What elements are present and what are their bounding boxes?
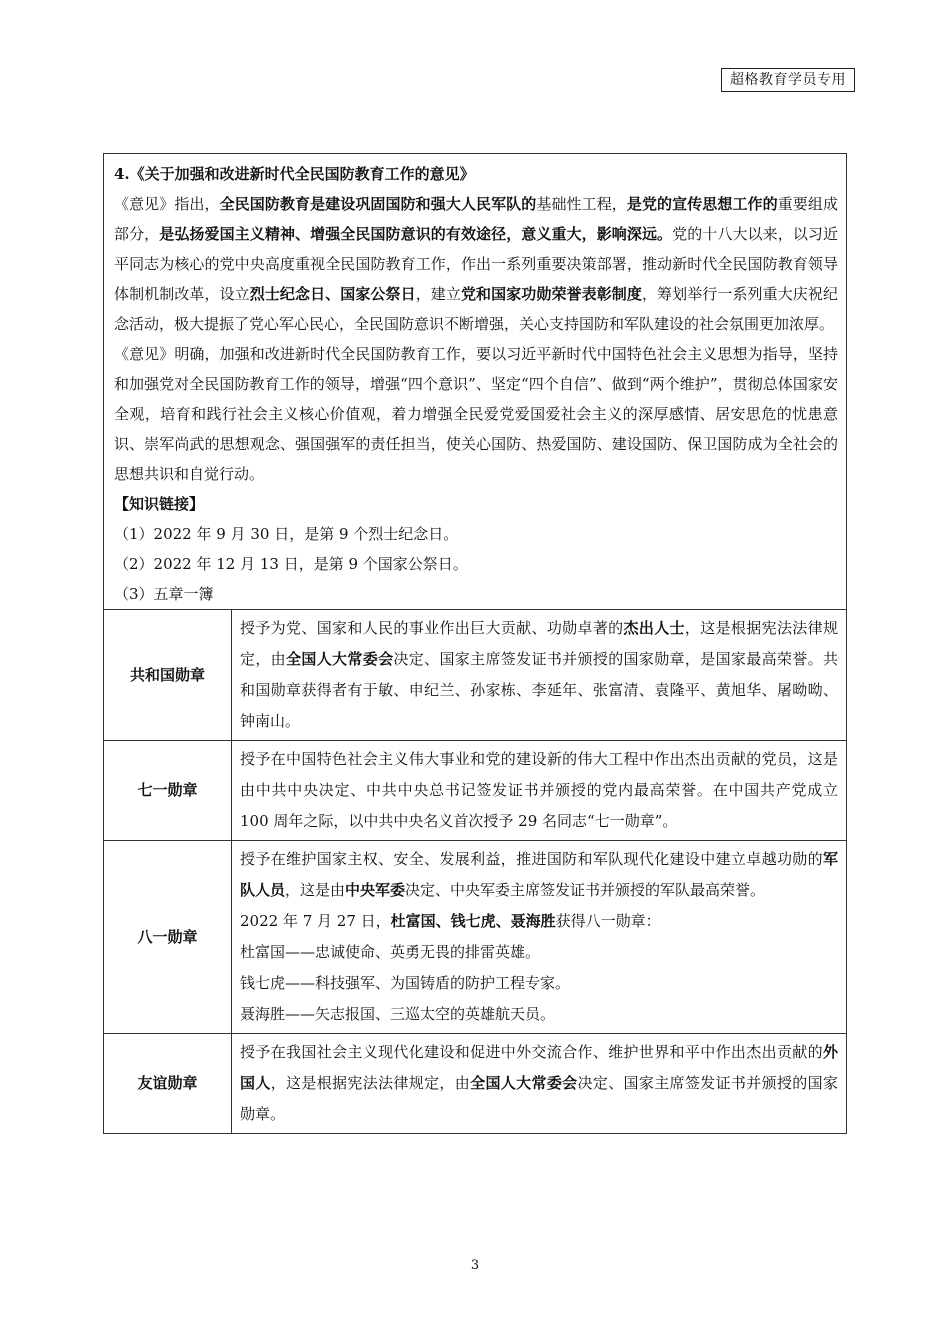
opinion-paragraph-2: 《意见》明确，加强和改进新时代全民国防教育工作，要以习近平新时代中国特色社会主义思想为指导，坚持和加强党对全民国防教育工作的领导，增强“四个意识”、坚定“四个自信”、做到“两个维护”，贯彻总体国家安全观，培育和践行社会主义核心价值观，着力增强全民爱党爱国爱社会主义的深厚感情、居安思危的忧患意识、崇军尚武的思想观念、强国强军的责任担当，使关心国防、热爱国防、建设国防、保卫国防成为全社会的思想共识和自觉行动。	[114, 345, 838, 483]
medal-description	[232, 1034, 847, 1134]
student-only-badge: 超格教育学员专用	[721, 68, 855, 92]
emphasis-text: 杜富国、钱七虎、聂海胜	[390, 912, 556, 930]
section-body	[104, 154, 846, 609]
emphasis-text: 是弘扬爱国主义精神、增强全民国防意识的有效途径，意义重大，影响深远。	[159, 225, 673, 243]
medal-paragraph: 授予为党、国家和人民的事业作出巨大贡献、功勋卓著的杰出人士，这是根据宪法法律规定，由全国人大常委会决定、国家主席签发证书并颁授的国家勋章，是国家最高荣誉。共和国勋章获得者有于敏、申纪兰、孙家栋、李延年、张富清、袁隆平、黄旭华、屠呦呦、钟南山。	[240, 619, 838, 730]
medal-row	[104, 841, 846, 1034]
emphasis-text: 外国人	[240, 1043, 838, 1092]
opinion-paragraph-1: 《意见》指出，全民国防教育是建设巩固国防和强大人民军队的基础性工程，是党的宣传思想工作的重要组成部分，是弘扬爱国主义精神、增强全民国防意识的有效途径，意义重大，影响深远。党的十八大以来，以习近平同志为核心的党中央高度重视全民国防教育工作，作出一系列重要决策部署，推动新时代全民国防教育领导体制机制改革，设立烈士纪念日、国家公祭日，建立党和国家功勋荣誉表彰制度，筹划举行一系列重大庆祝纪念活动，极大提振了党心军心民心，全民国防意识不断增强，关心支持国防和军队建设的社会氛围更加浓厚。	[114, 195, 838, 333]
emphasis-text: 全民国防教育是建设巩固国防和强大人民军队的	[219, 195, 537, 213]
medal-row	[104, 741, 846, 841]
recipient-line: 杜富国——忠诚使命、英勇无畏的排雷英雄。	[240, 943, 541, 961]
emphasis-text: 军队人员	[240, 850, 838, 899]
emphasis-text: 中央军委	[345, 881, 406, 899]
knowledge-item: （1）2022 年 9 月 30 日，是第 9 个烈士纪念日。	[114, 525, 459, 543]
knowledge-item: （2）2022 年 12 月 13 日，是第 9 个国家公祭日。	[114, 555, 468, 573]
medals-table	[104, 609, 846, 1133]
emphasis-text: 杰出人士	[623, 619, 685, 637]
knowledge-link-heading: 【知识链接】	[114, 495, 205, 513]
medal-row	[104, 610, 846, 741]
page-number: 3	[470, 1258, 480, 1273]
section-title: 4.《关于加强和改进新时代全民国防教育工作的意见》	[114, 165, 475, 183]
emphasis-text: 烈士纪念日、国家公祭日	[249, 285, 416, 303]
content-frame	[103, 153, 847, 1134]
medal-name: 八一勋章	[104, 841, 232, 1034]
medal-paragraph: 授予在维护国家主权、安全、发展利益，推进国防和军队现代化建设中建立卓越功勋的军队人员，这是由中央军委决定、中央军委主席签发证书并颁授的军队最高荣誉。	[240, 850, 838, 899]
medal-description	[232, 841, 847, 1034]
medal-name: 共和国勋章	[104, 610, 232, 741]
medal-row	[104, 1034, 846, 1134]
medal-name: 友谊勋章	[104, 1034, 232, 1134]
emphasis-text: 党和国家功勋荣誉表彰制度	[460, 285, 642, 303]
medal-paragraph: 授予在中国特色社会主义伟大事业和党的建设新的伟大工程中作出杰出贡献的党员，这是由中共中央决定、中共中央总书记签发证书并颁授的党内最高荣誉。在中国共产党成立 100 周年之际，以中共中央名义首次授予 29 名同志“七一勋章”。	[240, 750, 838, 830]
medal-name: 七一勋章	[104, 741, 232, 841]
medal-description	[232, 741, 847, 841]
emphasis-text: 是党的宣传思想工作的	[626, 195, 778, 213]
recipient-line: 钱七虎——科技强军、为国铸盾的防护工程专家。	[240, 974, 571, 992]
emphasis-text: 全国人大常委会	[470, 1074, 578, 1092]
recipient-line: 聂海胜——矢志报国、三巡太空的英雄航天员。	[240, 1005, 556, 1023]
medal-paragraph: 2022 年 7 月 27 日，杜富国、钱七虎、聂海胜获得八一勋章：	[240, 912, 661, 930]
medal-paragraph: 授予在我国社会主义现代化建设和促进中外交流合作、维护世界和平中作出杰出贡献的外国人，这是根据宪法法律规定，由全国人大常委会决定、国家主席签发证书并颁授的国家勋章。	[240, 1043, 838, 1123]
emphasis-text: 全国人大常委会	[286, 650, 394, 668]
medal-description	[232, 610, 847, 741]
knowledge-item: （3）五章一簿	[114, 585, 214, 603]
